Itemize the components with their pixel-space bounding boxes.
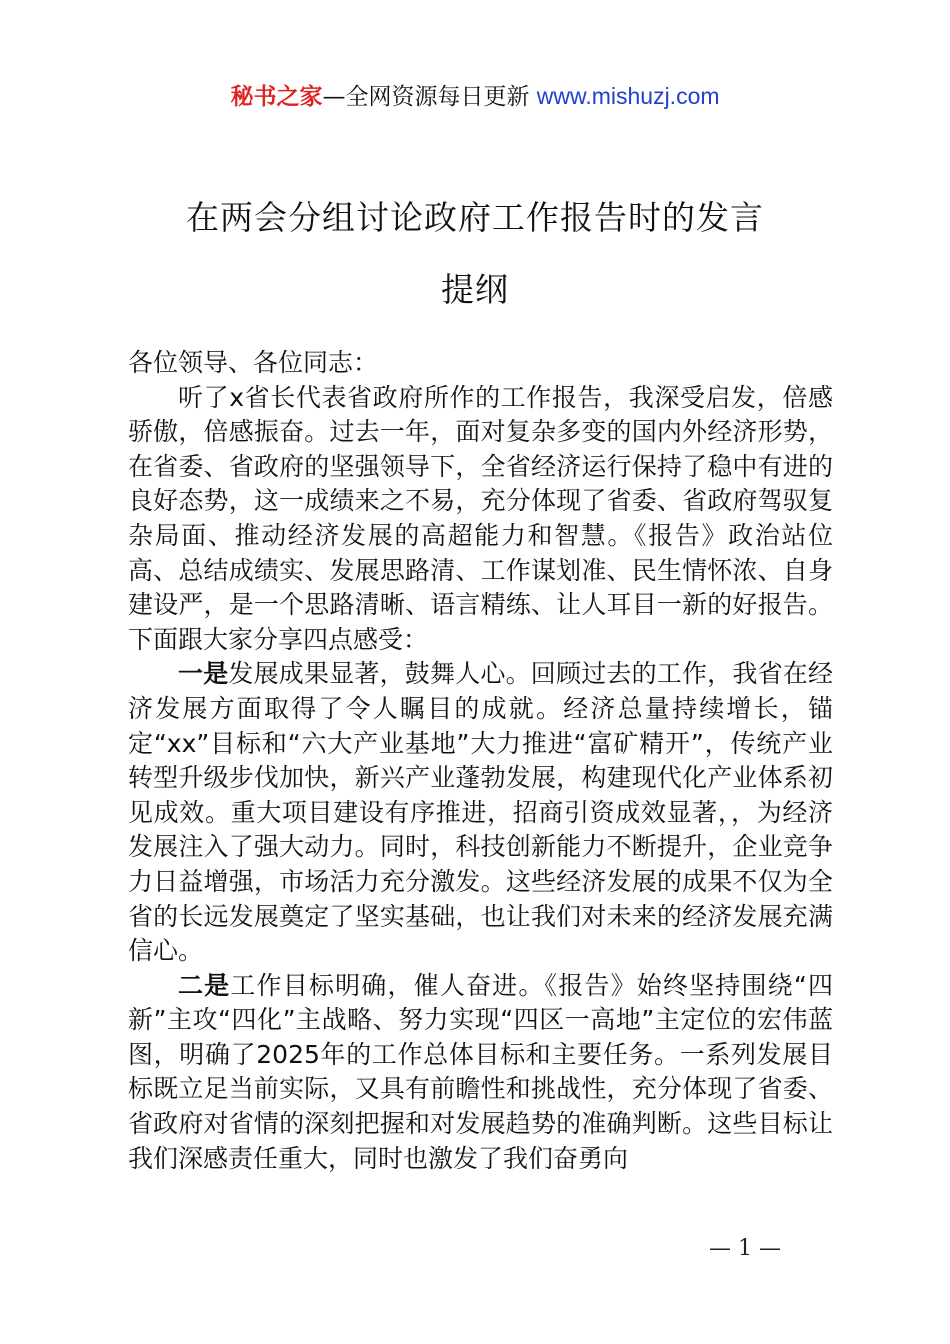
paragraph-3-text: 工作目标明确，催人奋进。《报告》始终坚持围绕“四新”主攻“四化”主战略、努力实现“四区一高地”主定位的宏伟蓝图，明确了2025年的工作总体目标和主要任务。一系列发展目标既立足当前实际，又具有前瞻性和挑战性，充分体现了省委、省政府对省情的深刻把握和对发展趋势的准确判断。这些目标让我们深感责任重大，同时也激发了我们奋勇向 [128, 970, 833, 1173]
paragraph-2-lead: 一是 [178, 659, 229, 689]
title-line-1: 在两会分组讨论政府工作报告时的发言 [186, 198, 764, 237]
document-title [0, 182, 950, 326]
paragraph-2 [128, 657, 833, 968]
paragraph-3 [128, 969, 833, 1177]
paragraph-3-lead: 二是 [178, 970, 231, 1000]
site-url[interactable]: www.mishuzj.com [536, 83, 720, 109]
site-header [0, 80, 950, 113]
paragraph-2-text: 发展成果显著，鼓舞人心。回顾过去的工作，我省在经济发展方面取得了令人瞩目的成就。经济总量持续增长，锚定“xx”目标和“六大产业基地”大力推进“富矿精开”，传统产业转型升级步伐加快，新兴产业蓬勃发展，构建现代化产业体系初见成效。重大项目建设有序推进，招商引资成效显著，，为经济发展注入了强大动力。同时，科技创新能力不断提升，企业竞争力日益增强，市场活力充分激发。这些经济发展的成果不仅为全省的长远发展奠定了坚实基础，也让我们对未来的经济发展充满信心。 [128, 659, 833, 966]
paragraph-1: 听了x省长代表省政府所作的工作报告，我深受启发，倍感骄傲，倍感振奋。过去一年，面对复杂多变的国内外经济形势，在省委、省政府的坚强领导下，全省经济运行保持了稳中有进的良好态势，这一成绩来之不易，充分体现了省委、省政府驾驭复杂局面、推动经济发展的高超能力和智慧。《报告》政治站位高、总结成绩实、发展思路清、工作谋划准、民生情怀浓、自身建设严，是一个思路清晰、语言精练、让人耳目一新的好报告。下面跟大家分享四点感受： [128, 382, 833, 654]
title-line-2: 提纲 [441, 270, 509, 309]
salutation: 各位领导、各位同志： [128, 348, 379, 377]
page-number: — 1 — [709, 1236, 781, 1261]
site-brand: 秘书之家 [230, 84, 323, 110]
document-body [128, 346, 833, 1176]
site-tagline: —全网资源每日更新 [322, 84, 537, 110]
